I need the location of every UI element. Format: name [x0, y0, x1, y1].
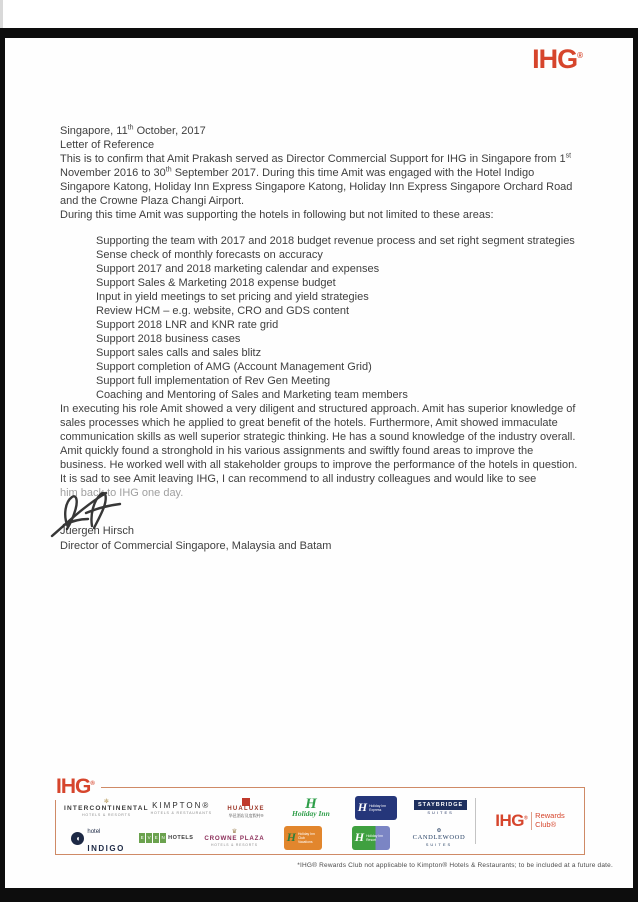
brand-name: Holiday Inn Express: [369, 803, 387, 812]
brand-holiday-inn: [278, 795, 343, 819]
brand-grid: [56, 788, 475, 854]
duty-item: Support sales calls and sales blitz: [96, 347, 262, 359]
duty-item: Input in yield meetings to set pricing and yield strategies: [96, 291, 369, 303]
indigo-leaf-icon: ◖: [71, 832, 84, 845]
paragraph-intro: This is to confirm that Amit Prakash served as Director Commercial Support for IHG in Singapore from 1st November 2016 to 30th September 2017. During this time Amit was engaged with the Hotel Indigo Singapore Katong, Holiday Inn Express Singapore Katong, Holiday Inn Express Singapore Orchard Road and the Crowne Plaza Changi Airport.: [60, 152, 573, 207]
letter-subject: Letter of Reference: [60, 139, 155, 151]
duty-item: Support 2017 and 2018 marketing calendar and expenses: [96, 263, 380, 275]
brand-kimpton: [149, 801, 214, 815]
brand-hualuxe: [214, 798, 279, 818]
duty-item: Support 2018 business cases: [96, 333, 241, 345]
brand-staybridge: [408, 800, 473, 816]
duty-item: Support completion of AMG (Account Management Grid): [96, 361, 372, 373]
brand-name: HUALUXE: [227, 805, 265, 812]
brand-name: KIMPTON®: [152, 800, 211, 810]
express-h-icon: H: [357, 800, 368, 815]
paragraph-assessment: In executing his role Amit showed a very diligent and structured approach. Amit has superior knowledge of sales processes which he applied to great benefit of the hotels. Furthermore, Amit showed immaculate communication skills as well superior strategic thinking. He has a sound knowledge of the industry overall.: [60, 403, 576, 443]
brand-sub: HOTELS & RESORTS: [81, 813, 131, 818]
brand-sub: SUITES: [427, 810, 454, 816]
brand-box: [55, 775, 585, 855]
brand-candlewood: [405, 829, 473, 847]
closing-line-2: him back to IHG one day.: [60, 487, 184, 499]
resort-h-icon: H: [354, 830, 365, 845]
brand-sub: 华邑酒店及度假村®: [228, 812, 264, 818]
brand-sub: HOTELS & RESTAURANTS: [150, 811, 212, 816]
brand-name: CROWNE PLAZA: [204, 835, 265, 843]
signature-icon: [48, 480, 158, 538]
hualuxe-seal-icon: [242, 798, 250, 806]
crowne-crown-icon: ♛: [231, 829, 238, 836]
holiday-inn-h-icon: H: [305, 795, 317, 812]
brand-name: Holiday Inn Club Vacations: [297, 832, 315, 845]
footer-ihg-logo-text: IHG: [56, 775, 91, 798]
footer-disclaimer: *IHG® Rewards Club not applicable to Kimpton® Hotels & Restaurants; to be included at a future date.: [297, 862, 613, 869]
even-blocks-icon: E V E N: [139, 833, 166, 843]
brand-holiday-inn-express: [343, 796, 408, 820]
brand-name: Holiday Inn Resort: [366, 834, 384, 843]
brand-name: hotel INDIGO: [87, 829, 125, 854]
ihg-logo: [532, 46, 583, 73]
rewards-club-label: Rewards Club®: [531, 812, 565, 829]
brand-row-2: [64, 820, 473, 857]
brand-holiday-inn-club-vacations: [269, 826, 337, 850]
brand-even-hotels: [132, 833, 200, 843]
footer: [55, 775, 615, 869]
brand-sub: HOTELS & RESORTS: [211, 842, 258, 847]
footer-registered-mark: ®: [90, 781, 94, 787]
club-h-icon: H: [286, 830, 296, 845]
duty-item: Review HCM – e.g. website, CRO and GDS content: [96, 305, 350, 317]
duty-item: Sense check of monthly forecasts on accuracy: [96, 249, 323, 261]
brand-intercontinental: [64, 799, 149, 818]
duty-item: Support full implementation of Rev Gen Meeting: [96, 375, 331, 387]
duty-item: Supporting the team with 2017 and 2018 budget revenue process and set right segment strategies: [96, 235, 575, 247]
brand-name: Holiday Inn: [292, 808, 330, 818]
ihg-rewards-club: [476, 788, 584, 854]
paragraph-duties-intro: During this time Amit was supporting the hotels in following but not limited to these areas:: [60, 209, 494, 221]
brand-name: HOTELS: [168, 835, 194, 842]
duty-item: Support 2018 LNR and KNR rate grid: [96, 319, 279, 331]
intercontinental-laurel-icon: ✻: [103, 798, 109, 805]
brand-name: STAYBRIDGE: [414, 800, 467, 810]
brand-crowne-plaza: [200, 829, 268, 847]
ihg-logo-text: IHG: [532, 44, 578, 74]
rewards-ihg-logo: IHG®: [495, 811, 528, 830]
brand-name: INTERCONTINENTAL: [64, 804, 149, 812]
brand-holiday-inn-resort: [337, 826, 405, 850]
scan-top-strip: [0, 0, 638, 28]
signature-area: [60, 500, 580, 524]
letter-page: [5, 38, 633, 888]
letter-body: [5, 38, 633, 553]
closing-line-1: It is sad to see Amit leaving IHG, I can recommend to all industry colleagues and would like to see: [60, 473, 537, 485]
footer-ihg-logo: [54, 776, 101, 800]
brand-sub: SUITES: [425, 841, 453, 847]
brand-name: CANDLEWOOD: [412, 834, 466, 842]
duty-item: Coaching and Mentoring of Sales and Marketing team members: [96, 389, 408, 401]
duty-item: Support Sales & Marketing 2018 expense budget: [96, 277, 336, 289]
signer-name: Juergen Hirsch: [60, 525, 134, 537]
duties-list: [60, 234, 580, 402]
brand-hotel-indigo: [64, 820, 132, 857]
candlewood-mark-icon: ❂: [436, 828, 442, 835]
paragraph-performance: Amit quickly found a stronghold in his various assignments and swiftly found areas to improve the business. He worked well with all stakeholder groups to improve the performance of the hotels in question.: [60, 445, 578, 471]
scan-frame: [0, 28, 638, 902]
brand-row-1: [64, 796, 473, 820]
registered-mark: ®: [577, 51, 583, 60]
signer-title: Director of Commercial Singapore, Malaysia and Batam: [60, 540, 332, 552]
letter-date: Singapore, 11th October, 2017: [60, 124, 206, 137]
